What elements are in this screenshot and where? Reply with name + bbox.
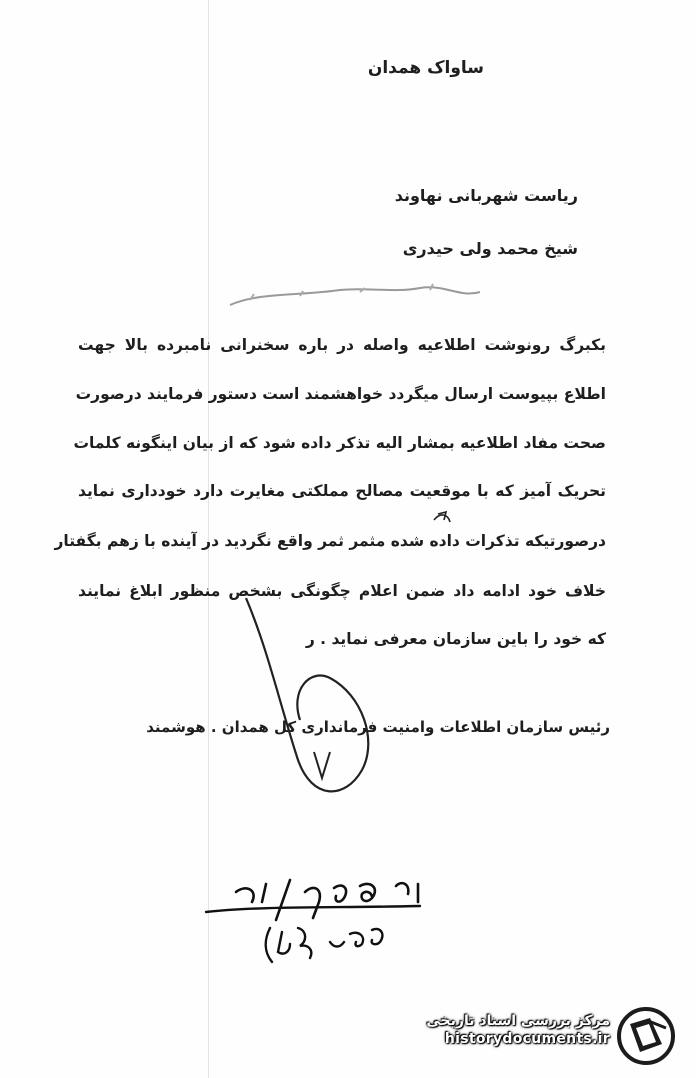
paraph-tick	[314, 752, 330, 778]
letter-header: ساواک همدان	[367, 58, 484, 78]
body-line: تحریک آمیز که با موقعیت مصالح مملکتی مغایرت دارد خودداری نماید	[78, 482, 606, 500]
body-line: خلاف خود ادامه داد ضمن اعلام چگونگی بشخص منظور ابلاغ نمایند	[78, 582, 606, 600]
faint-annotation-dots	[250, 284, 433, 300]
watermark-text	[426, 1012, 610, 1048]
secondary-number-mark	[266, 928, 383, 962]
insertion-mark	[434, 512, 450, 522]
body-line: صحت مفاد اطلاعیه بمشار الیه تذکر داده شود که از بیان اینگونه کلمات	[73, 434, 606, 452]
signature-line: رئیس سازمان اطلاعات وامنیت فرمانداری کل همدان . هوشمند	[146, 718, 610, 736]
body-line: اطلاع بپیوست ارسال میگردد خواهشمند است دستور فرمایند درصورت	[75, 385, 606, 403]
watermark-title: مرکز بررسی اسناد تاریخی	[426, 1013, 610, 1029]
underline-stroke	[206, 906, 420, 912]
faint-annotation-scribble	[230, 287, 480, 305]
addressee-line: ریاست شهربانی نهاوند	[394, 186, 578, 205]
subject-line: شیخ محمد ولی حیدری	[402, 239, 578, 258]
paraph-loop	[246, 598, 368, 791]
watermark-url: historydocuments.ir	[444, 1031, 610, 1048]
registration-number-mark	[236, 880, 418, 920]
document-center-logo-icon	[616, 1006, 676, 1066]
watermark-logo	[396, 996, 696, 1078]
body-line: بکبرگ رونوشت اطلاعیه واصله در باره سخنرانی نامبرده بالا جهت	[78, 336, 606, 354]
body-line: که خود را باین سازمان معرفی نماید . ر	[305, 630, 606, 648]
body-line: درصورتیکه تذکرات داده شده مثمر ثمر واقع نگردید در آینده با زهم بگفتار	[54, 532, 606, 550]
